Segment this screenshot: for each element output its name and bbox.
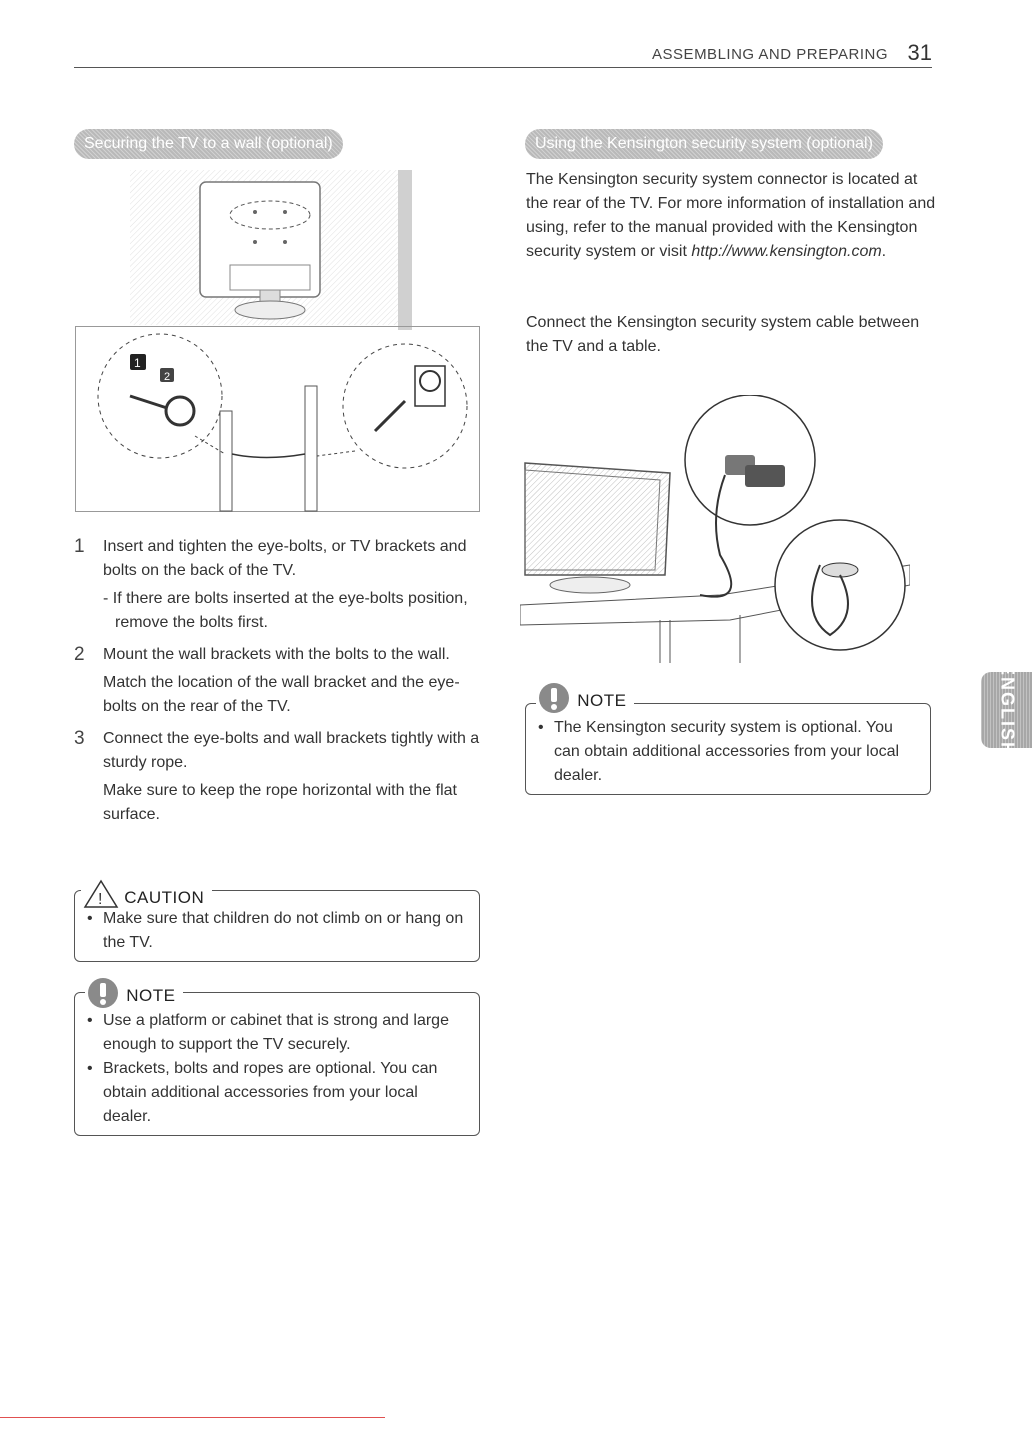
note-title: NOTE bbox=[577, 691, 627, 710]
kensington-illustration bbox=[520, 395, 910, 665]
left-note-list bbox=[75, 1009, 470, 1129]
step-text: Connect the eye-bolts and wall brackets tightly with a sturdy rope. bbox=[103, 730, 480, 771]
left-section-heading: Securing the TV to a wall (optional) bbox=[74, 129, 343, 159]
right-section-heading: Using the Kensington security system (optional) bbox=[525, 129, 883, 159]
step-number: 2 bbox=[74, 644, 85, 665]
right-note-list bbox=[526, 716, 921, 788]
step-2 bbox=[74, 643, 484, 719]
caution-title: CAUTION bbox=[124, 888, 205, 907]
note-item: • The Kensington security system is optional. You can obtain additional accessories from your local dealer. bbox=[526, 716, 921, 788]
page-number: 31 bbox=[907, 40, 932, 65]
bracket-detail-illustration bbox=[75, 326, 480, 512]
step-number: 3 bbox=[74, 728, 85, 749]
right-note-box bbox=[525, 691, 931, 795]
kensington-instruction: Connect the Kensington security system cable between the TV and a table. bbox=[526, 314, 920, 355]
step-text: Insert and tighten the eye-bolts, or TV brackets and bolts on the back of the TV. bbox=[103, 538, 467, 579]
kensington-text: The Kensington security system connector is located at the rear of the TV. For more information of installation and using, refer to the manual provided with the Kensington security system or visit bbox=[526, 171, 936, 260]
note-heading bbox=[536, 682, 634, 714]
svg-text:!: ! bbox=[98, 891, 103, 908]
footer-line bbox=[0, 1417, 385, 1418]
caution-heading bbox=[81, 879, 212, 909]
left-note-box bbox=[74, 986, 480, 1136]
note-exclamation-icon bbox=[538, 682, 572, 714]
step-text: Match the location of the wall bracket and the eye-bolts on the rear of the TV. bbox=[103, 674, 460, 715]
note-item: • Brackets, bolts and ropes are optional. You can obtain additional accessories from your local dealer. bbox=[75, 1057, 470, 1129]
page-header bbox=[74, 40, 932, 68]
caution-list bbox=[75, 907, 475, 955]
warning-triangle-icon bbox=[83, 879, 119, 909]
language-tab bbox=[981, 662, 1032, 758]
kensington-url[interactable]: http://www.kensington.com bbox=[691, 243, 882, 260]
caution-item: • Make sure that children do not climb on or hang on the TV. bbox=[75, 907, 475, 955]
note-title: NOTE bbox=[126, 986, 176, 1005]
caution-box bbox=[74, 890, 480, 962]
kensington-text-end: . bbox=[881, 243, 887, 260]
note-exclamation-icon bbox=[87, 977, 121, 1009]
step-text: Mount the wall brackets with the bolts to the wall. bbox=[103, 646, 450, 663]
step-subnote: - If there are bolts inserted at the eye-bolts position, remove the bolts first. bbox=[103, 590, 468, 631]
step-3 bbox=[74, 727, 484, 827]
svg-text:2: 2 bbox=[164, 371, 171, 383]
step-1 bbox=[74, 535, 484, 635]
note-heading bbox=[85, 977, 183, 1009]
step-number: 1 bbox=[74, 536, 85, 557]
language-label: ENGLISH bbox=[997, 662, 1017, 758]
kensington-description bbox=[526, 168, 936, 264]
step-text: Make sure to keep the rope horizontal with the flat surface. bbox=[103, 782, 457, 823]
installation-steps bbox=[74, 535, 484, 835]
note-item: • Use a platform or cabinet that is strong and large enough to support the TV securely. bbox=[75, 1009, 470, 1057]
section-title: ASSEMBLING AND PREPARING bbox=[652, 46, 888, 63]
wall-tv-illustration bbox=[130, 170, 415, 330]
svg-text:1: 1 bbox=[134, 356, 141, 370]
